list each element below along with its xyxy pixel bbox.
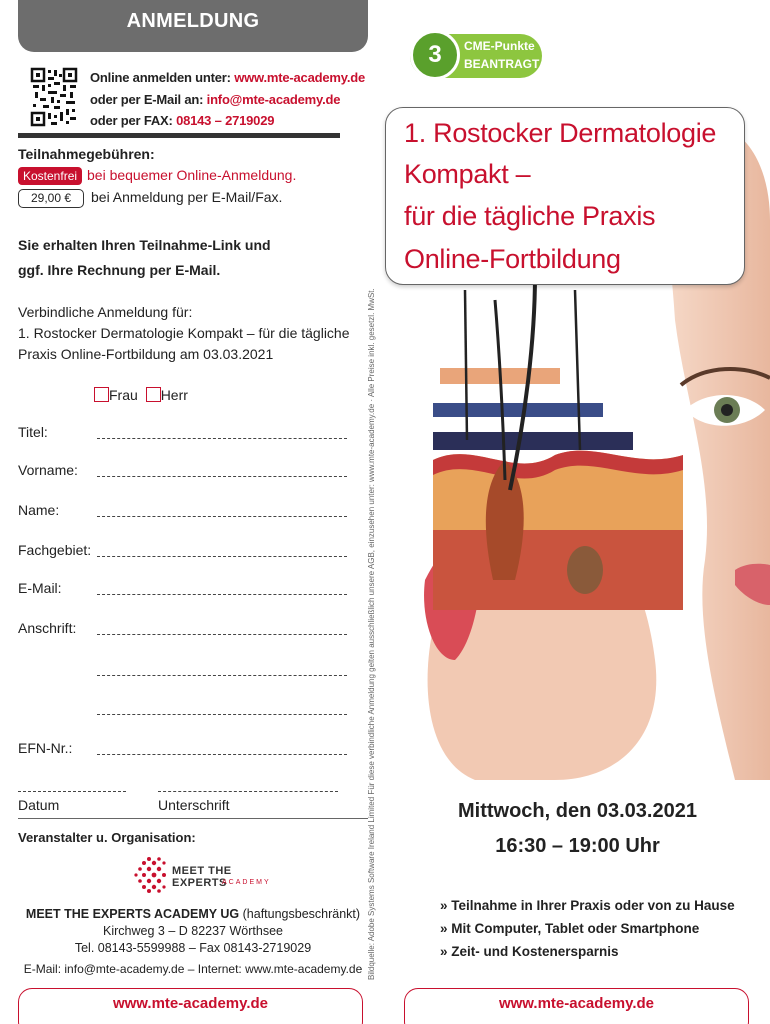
free-badge: Kostenfrei — [18, 167, 82, 185]
titel-label: Titel: — [18, 424, 48, 440]
title-line-1: 1. Rostocker Dermatologie — [404, 118, 717, 148]
organizer-name-rest: (haftungsbeschränkt) — [239, 907, 361, 921]
vorname-field[interactable] — [97, 476, 347, 477]
frau-checkbox[interactable] — [94, 387, 109, 402]
efn-label: EFN-Nr.: — [18, 740, 73, 756]
fachgebiet-label: Fachgebiet: — [18, 542, 92, 558]
divider — [18, 133, 340, 138]
price-badge: 29,00 € — [18, 189, 84, 208]
salutation-group — [94, 387, 188, 403]
binding-line: Verbindliche Anmeldung für: — [18, 304, 193, 320]
organizer-name — [18, 906, 368, 923]
fax-number: 08143 – 2719029 — [176, 113, 275, 128]
frau-label: Frau — [109, 387, 138, 403]
unterschrift-label: Unterschrift — [158, 797, 230, 813]
anschrift-field[interactable] — [97, 634, 347, 635]
binding-text — [18, 302, 368, 365]
organizer-address — [18, 906, 368, 957]
benefit-item: » Mit Computer, Tablet oder Smartphone — [440, 921, 700, 936]
email-label: oder per E-Mail an: — [90, 92, 204, 107]
contact-email — [90, 92, 340, 107]
title-line-4: Online-Fortbildung — [404, 244, 621, 274]
email-field[interactable] — [97, 594, 347, 595]
anmeldung-header: ANMELDUNG — [18, 0, 368, 52]
online-label: Online anmelden unter: — [90, 70, 231, 85]
titel-field[interactable] — [97, 438, 347, 439]
email-field-label: E-Mail: — [18, 580, 62, 596]
vertical-caption: Bildquelle: Adobe Systems Software Ireland Limited Für diese verbindliche Anmeldung gelten ausschließlich unsere AGB, einzusehen unter: www.mte-academy.de · Alle Preise inkl. gesetzl. MwSt. — [367, 288, 376, 980]
herr-checkbox[interactable] — [146, 387, 161, 402]
divider — [18, 818, 368, 819]
qr-code-icon[interactable] — [30, 67, 78, 127]
efn-field[interactable] — [97, 754, 347, 755]
contact-online — [90, 70, 365, 85]
mte-logo — [130, 855, 270, 895]
fees-heading: Teilnahmegebühren: — [18, 146, 155, 162]
price-text: bei Anmeldung per E-Mail/Fax. — [91, 189, 283, 205]
benefit-item: » Teilnahme in Ihrer Praxis oder von zu Hause — [440, 898, 735, 913]
contact-fax — [90, 113, 274, 128]
website-link-left[interactable]: www.mte-academy.de — [18, 988, 363, 1024]
event-date: Mittwoch, den 03.03.2021 — [458, 800, 697, 822]
anschrift-label: Anschrift: — [18, 620, 77, 636]
website-link-right[interactable]: www.mte-academy.de — [404, 988, 749, 1024]
cme-line: CME-Punkte — [464, 39, 535, 53]
title-line-3: für die tägliche Praxis — [404, 201, 656, 231]
title-line-2: Kompakt – — [404, 159, 531, 189]
binding-line: Praxis Online-Fortbildung am 03.03.2021 — [18, 346, 274, 362]
organizer-contact: E-Mail: info@mte-academy.de – Internet: www.mte-academy.de — [23, 962, 363, 976]
organizer-heading: Veranstalter u. Organisation: — [18, 830, 196, 845]
link-info-line: ggf. Ihre Rechnung per E-Mail. — [18, 262, 221, 278]
anschrift-field-3[interactable] — [97, 714, 347, 715]
logo-subtext: ACADEMY — [222, 879, 271, 886]
cme-line: BEANTRAGT — [464, 57, 540, 71]
free-text: bei bequemer Online-Anmeldung. — [87, 167, 297, 183]
unterschrift-field[interactable] — [158, 791, 338, 792]
vorname-label: Vorname: — [18, 462, 78, 478]
datum-label: Datum — [18, 797, 60, 813]
online-link[interactable]: www.mte-academy.de — [234, 70, 365, 85]
link-info-line: Sie erhalten Ihren Teilnahme-Link und — [18, 237, 271, 253]
organizer-name-bold: MEET THE EXPERTS ACADEMY UG — [25, 907, 240, 921]
cme-points-number: 3 — [410, 30, 460, 80]
benefit-item: » Zeit- und Kostenersparnis — [440, 944, 619, 959]
binding-line: 1. Rostocker Dermatologie Kompakt – für die tägliche — [18, 325, 350, 341]
name-label: Name: — [18, 502, 60, 518]
fachgebiet-field[interactable] — [97, 556, 347, 557]
herr-label: Herr — [160, 387, 188, 403]
link-info — [18, 233, 271, 283]
fax-label: oder per FAX: — [90, 113, 173, 128]
organizer-phone: Tel. 08143-5599988 – Fax 08143-2719029 — [74, 941, 312, 955]
cme-text — [464, 37, 539, 73]
datum-field[interactable] — [18, 791, 126, 792]
logo-text: MEET THE EXPERTS — [172, 865, 232, 889]
event-time: 16:30 – 19:00 Uhr — [495, 835, 660, 857]
organizer-street: Kirchweg 3 – D 82237 Wörthsee — [103, 924, 283, 938]
name-field[interactable] — [97, 516, 347, 517]
anschrift-field-2[interactable] — [97, 675, 347, 676]
email-link[interactable]: info@mte-academy.de — [206, 92, 341, 107]
